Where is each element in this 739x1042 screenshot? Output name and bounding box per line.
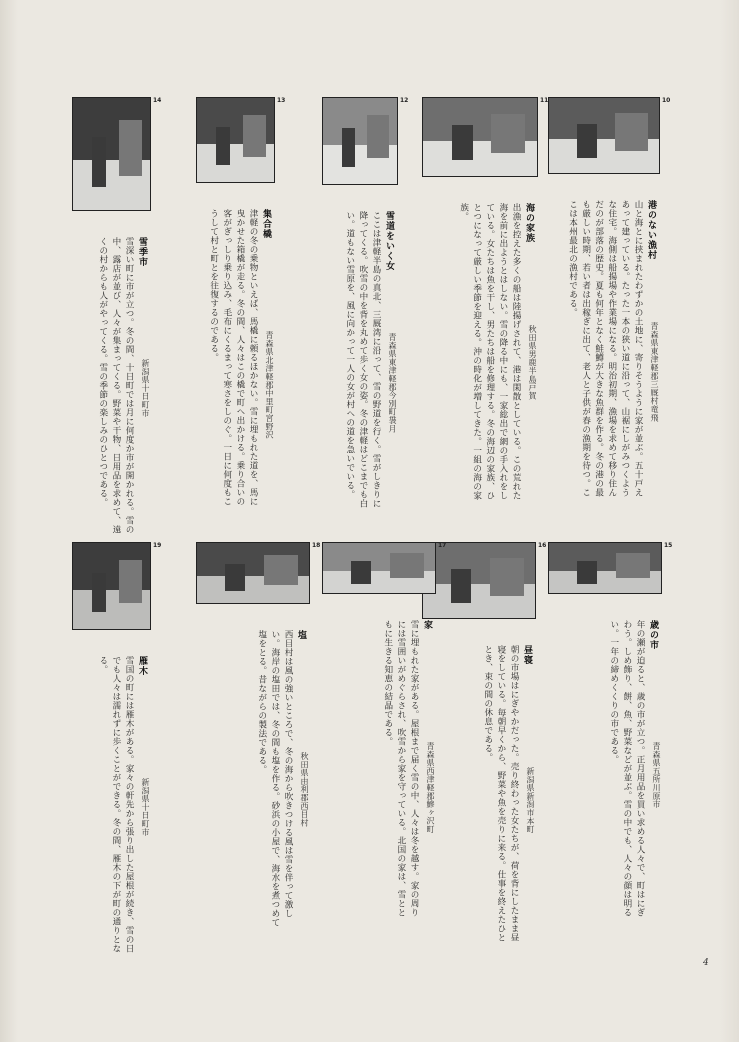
- photo-number: 17: [438, 542, 447, 549]
- photo-entry-18: [196, 542, 320, 982]
- entry-caption: 西目村は風の強いところで、冬の海から吹きつける風は雪を伴って激しい。海岸の塩田では、冬の間も塩を作る。砂浜の小屋で、海水を煮つめて塩をとる。昔ながらの製法である。: [256, 630, 293, 927]
- photo-number: 12: [400, 97, 409, 104]
- entry-location: 青森県五所川原市: [652, 742, 661, 809]
- photo-entry-13: [196, 97, 320, 537]
- photograph-10: [548, 97, 660, 174]
- photo-number: 11: [540, 97, 549, 104]
- photo-entry-12: [322, 97, 446, 537]
- entry-title: 海の家族: [524, 203, 534, 243]
- entry-location: 青森県東津軽郡三厩村竜飛: [650, 322, 659, 422]
- entry-title: 雁木: [137, 656, 147, 676]
- page-number: 4: [703, 958, 709, 968]
- entry-caption: 山と海とに挟まれたわずかの土地に、寄りそうように家が並ぶ。五十戸えあって建っている。たった一本の狭い道に沿って、山裾にしがみつくような住宅。海側は船揚場や作業場になる。明治初期、漁場を求めて移り住んだのが部落の歴史。夏も何年となく鮭鱒が大きな魚群を作る。冬の港の最も厳しい時期、若い者は出稼ぎに出て、老人と子供が春の漁期を待つ。ここは本州最北の漁村である。: [567, 200, 643, 497]
- entry-title: 集合橇: [261, 209, 271, 239]
- photo-number: 15: [664, 542, 673, 549]
- entry-caption: 出漁を控えた多くの船は陸揚げされて、港は閑散としている。この荒れた海を前に出ようとはしない。雪の降る中にも、一家総出で網の手入れをしている。女たちは魚を干し、男たちは船を修理する。冬の海辺の家族、ひとつになって厳しい季節を迎える。沖の時化が増してきた。一組の海の家族。: [458, 203, 521, 500]
- entry-location: 青森県西津軽郡鰺ヶ沢町: [426, 742, 435, 834]
- photo-number: 13: [277, 97, 286, 104]
- entry-title: 塩: [296, 630, 306, 640]
- entry-location: 秋田県男鹿半島戸賀: [528, 325, 537, 400]
- entry-caption: 津軽の冬の乗物といえば、馬橇に頼るほかない。雪に埋もれた道を、馬に曳かせた箱橇が走る。冬の間、人々はこの橇で町へ出かける。乗り合いの客がぎっしり乗り込み、毛布にくるまって寒さをしのぐ。一日に何度もこうして村と町とを往復するのである。: [208, 209, 258, 506]
- photo-entry-19: [72, 542, 196, 982]
- entry-title: 雪季市: [137, 237, 147, 267]
- entry-title: 港のない漁村: [646, 200, 656, 260]
- photograph-19: [72, 542, 151, 630]
- entry-title: 歳の市: [648, 620, 658, 650]
- entry-caption: ここは津軽半島の真北、三厩湾に沿って、雪の野道を行く。雪がしきりに降ってくる。吹雪の中を背を丸めて歩く女の姿。冬の津軽はどこまでも白い。道もない雪原を、風に向かって一人の女が村への道を急いでいる。: [344, 211, 381, 508]
- photo-number: 14: [153, 97, 162, 104]
- photo-entry-15: [548, 542, 672, 982]
- entry-title: 雪道をいく女: [384, 211, 394, 271]
- entry-title: 家: [422, 620, 432, 630]
- entry-location: 新潟県十日町市: [141, 359, 150, 418]
- entry-caption: 雪深い町に市が立つ。冬の間、十日町では月に何度か市が開かれる。雪の中、露店が並び、人々が集まってくる。野菜や干物、日用品を求めて、遠くの村からも人がやってくる。雪の季節の楽しみのひとつである。: [97, 237, 134, 534]
- entry-location: 青森県北津軽郡中里町宮野沢: [265, 331, 274, 439]
- entry-location: 新潟県十日町市: [141, 778, 150, 837]
- photograph-18: [196, 542, 310, 604]
- photograph-13: [196, 97, 275, 183]
- photo-number: 19: [153, 542, 162, 549]
- photograph-14: [72, 97, 151, 211]
- photograph-17: [322, 542, 436, 594]
- photograph-15: [548, 542, 662, 594]
- photo-number: 18: [312, 542, 321, 549]
- photo-entry-17: [322, 542, 446, 982]
- entry-caption: 雪国の町には雁木がある。家々の軒先から張り出した屋根が続き、雪の日でも人々は濡れずに歩くことができる。冬の間、雁木の下が町の通りとなる。: [97, 656, 134, 953]
- entry-caption: 朝の市場はにぎやかだった。売り終わった女たちが、荷を背にしたまま昼寝をしている。毎朝早くから、野菜や魚を売りに来る。仕事を終えたひととき、束の間の休息である。: [482, 645, 519, 942]
- photo-entry-14: [72, 97, 196, 537]
- entry-caption: 年の瀬が迫ると、歳の市が立つ。正月用品を買い求める人々で、町はにぎわう。しめ飾り、餅、魚、野菜などが並ぶ。雪の中でも、人々の顔は明るい。一年の締めくくりの市である。: [608, 620, 645, 917]
- photograph-12: [322, 97, 398, 185]
- photo-number: 16: [538, 542, 547, 549]
- photo-entry-10: [548, 97, 672, 537]
- entry-title: 昼寝: [522, 645, 532, 665]
- entry-location: 新潟県新潟市本町: [526, 767, 535, 834]
- entry-location: 秋田県由利郡西目村: [300, 752, 309, 827]
- entry-location: 青森県東津軽郡今別町袰月: [388, 333, 397, 433]
- photo-number: 10: [662, 97, 671, 104]
- entry-caption: 雪に埋もれた家がある。屋根まで届く雪の中、人々は冬を越す。家の周りには雪囲いがめぐらされ、吹雪から家を守っている。北国の家は、雪とともに生きる知恵の結晶である。: [382, 620, 419, 917]
